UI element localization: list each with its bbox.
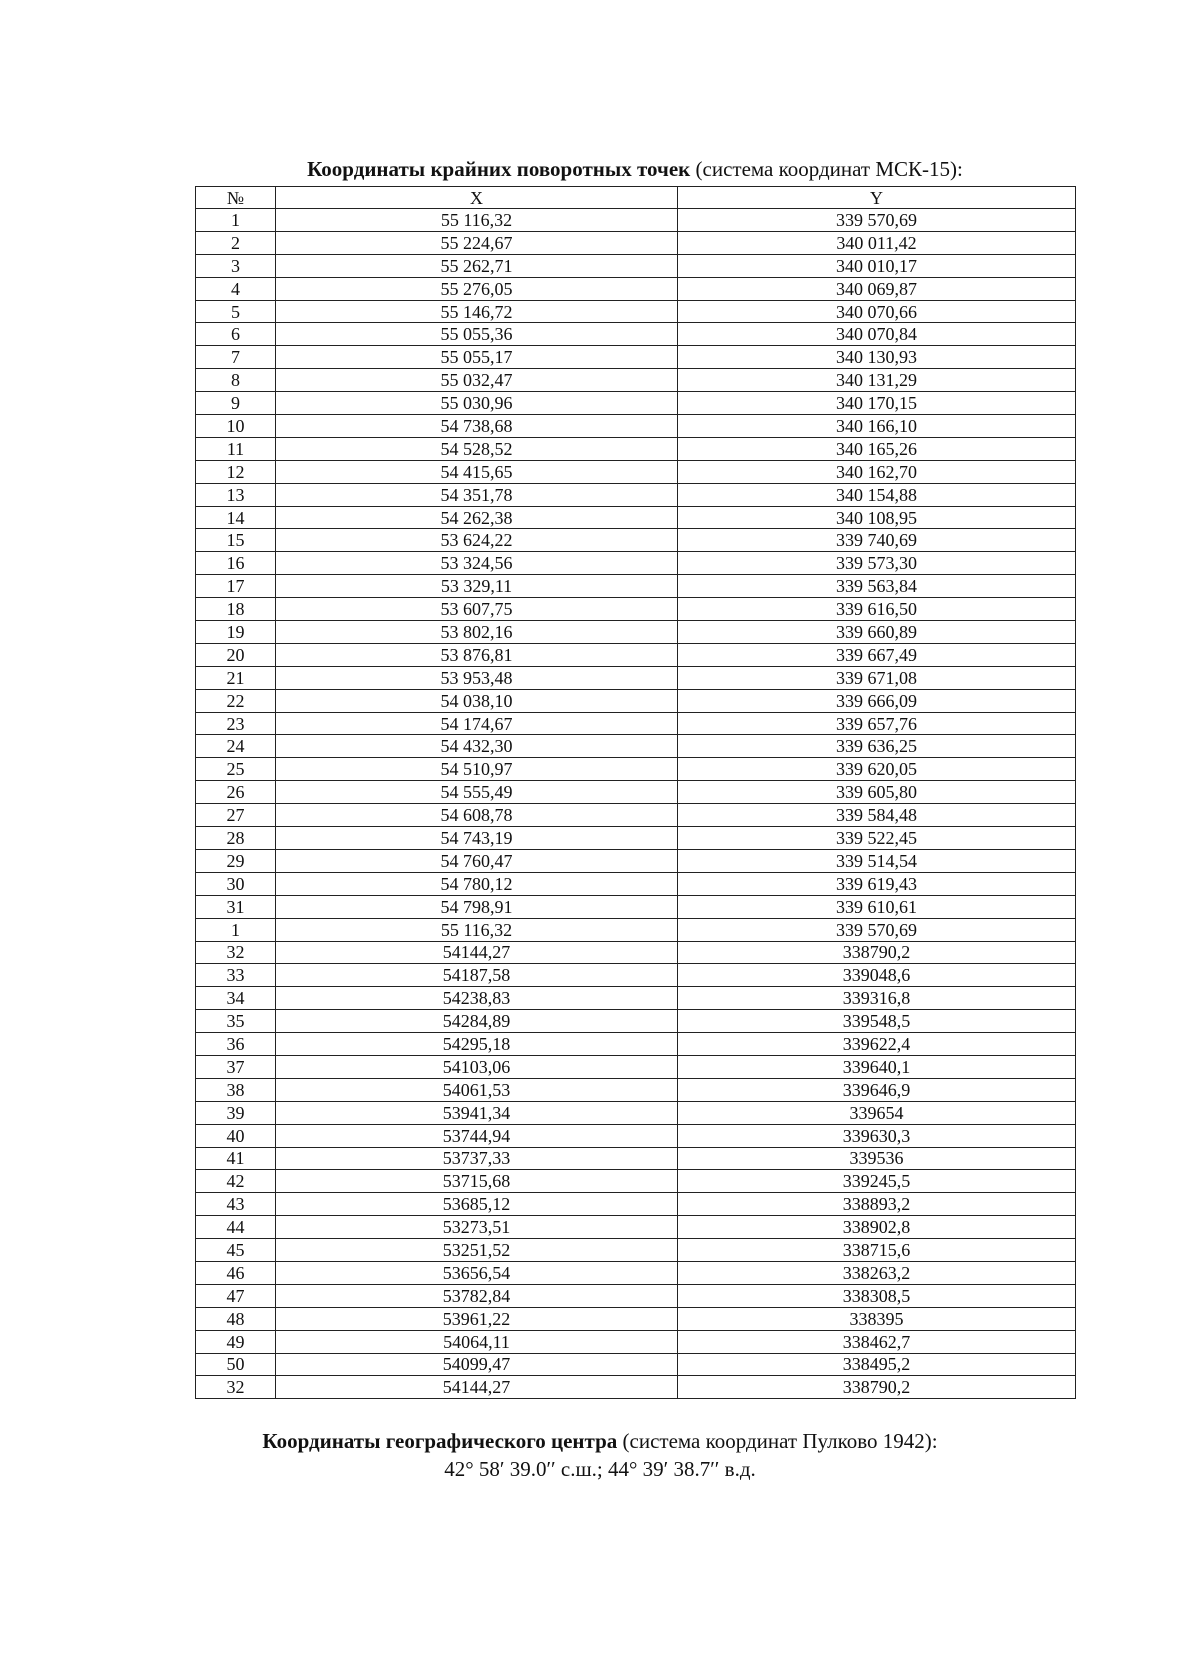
table-row (196, 506, 1076, 529)
point-number: 26 (196, 781, 276, 804)
table-row (196, 689, 1076, 712)
point-number: 4 (196, 277, 276, 300)
point-number: 46 (196, 1261, 276, 1284)
x-value: 53 329,11 (276, 575, 678, 598)
x-value: 54 038,10 (276, 689, 678, 712)
point-number: 44 (196, 1216, 276, 1239)
x-value: 55 276,05 (276, 277, 678, 300)
y-value: 338902,8 (678, 1216, 1076, 1239)
point-number: 39 (196, 1101, 276, 1124)
geo-center-title (120, 1428, 1080, 1454)
table-row (196, 643, 1076, 666)
y-value: 339048,6 (678, 964, 1076, 987)
y-value: 339 570,69 (678, 209, 1076, 232)
y-value: 340 154,88 (678, 483, 1076, 506)
table-row (196, 231, 1076, 254)
y-value: 340 108,95 (678, 506, 1076, 529)
geo-center-title-bold: Координаты географического центра (262, 1429, 618, 1453)
y-value: 338308,5 (678, 1284, 1076, 1307)
x-value: 53737,33 (276, 1147, 678, 1170)
point-number: 31 (196, 895, 276, 918)
point-number: 17 (196, 575, 276, 598)
table-row (196, 827, 1076, 850)
y-value: 339622,4 (678, 1033, 1076, 1056)
point-number: 13 (196, 483, 276, 506)
point-number: 1 (196, 209, 276, 232)
x-value: 53 324,56 (276, 552, 678, 575)
y-value: 339 636,25 (678, 735, 1076, 758)
y-value: 339548,5 (678, 1010, 1076, 1033)
x-value: 53251,52 (276, 1239, 678, 1262)
x-value: 54 432,30 (276, 735, 678, 758)
point-number: 32 (196, 941, 276, 964)
y-value: 340 010,17 (678, 254, 1076, 277)
x-value: 54 743,19 (276, 827, 678, 850)
y-value: 340 011,42 (678, 231, 1076, 254)
table-title-rest: (система координат МСК-15): (690, 157, 963, 181)
x-value: 55 032,47 (276, 369, 678, 392)
point-number: 29 (196, 849, 276, 872)
point-number: 40 (196, 1124, 276, 1147)
x-value: 54 262,38 (276, 506, 678, 529)
table-row (196, 277, 1076, 300)
point-number: 34 (196, 987, 276, 1010)
x-value: 54 528,52 (276, 437, 678, 460)
x-value: 54 760,47 (276, 849, 678, 872)
point-number: 22 (196, 689, 276, 712)
y-value: 339 610,61 (678, 895, 1076, 918)
table-row (196, 1376, 1076, 1399)
point-number: 47 (196, 1284, 276, 1307)
y-value: 339 666,09 (678, 689, 1076, 712)
point-number: 50 (196, 1353, 276, 1376)
y-value: 339316,8 (678, 987, 1076, 1010)
point-number: 7 (196, 346, 276, 369)
x-value: 54 608,78 (276, 804, 678, 827)
y-value: 338790,2 (678, 941, 1076, 964)
x-value: 54 415,65 (276, 460, 678, 483)
y-value: 340 165,26 (678, 437, 1076, 460)
table-row (196, 1330, 1076, 1353)
y-value: 338790,2 (678, 1376, 1076, 1399)
y-value: 340 070,84 (678, 323, 1076, 346)
x-value: 53961,22 (276, 1307, 678, 1330)
y-value: 340 070,66 (678, 300, 1076, 323)
geo-center-title-rest: (система координат Пулково 1942): (617, 1429, 938, 1453)
table-row (196, 621, 1076, 644)
point-number: 12 (196, 460, 276, 483)
point-number: 48 (196, 1307, 276, 1330)
point-number: 20 (196, 643, 276, 666)
y-value: 338495,2 (678, 1353, 1076, 1376)
point-number: 11 (196, 437, 276, 460)
point-number: 41 (196, 1147, 276, 1170)
table-row (196, 1055, 1076, 1078)
y-value: 339 667,49 (678, 643, 1076, 666)
y-value: 340 162,70 (678, 460, 1076, 483)
x-value: 53 953,48 (276, 666, 678, 689)
x-value: 53744,94 (276, 1124, 678, 1147)
y-value: 338263,2 (678, 1261, 1076, 1284)
x-value: 54187,58 (276, 964, 678, 987)
table-row (196, 209, 1076, 232)
table-row (196, 552, 1076, 575)
y-value: 338715,6 (678, 1239, 1076, 1262)
x-value: 54284,89 (276, 1010, 678, 1033)
x-value: 53656,54 (276, 1261, 678, 1284)
x-value: 53 802,16 (276, 621, 678, 644)
x-value: 55 055,36 (276, 323, 678, 346)
point-number: 38 (196, 1078, 276, 1101)
point-number: 35 (196, 1010, 276, 1033)
table-row (196, 1147, 1076, 1170)
y-value: 339640,1 (678, 1055, 1076, 1078)
point-number: 5 (196, 300, 276, 323)
table-row (196, 941, 1076, 964)
table-row (196, 369, 1076, 392)
y-value: 338462,7 (678, 1330, 1076, 1353)
point-number: 30 (196, 872, 276, 895)
table-row (196, 1124, 1076, 1147)
table-row (196, 300, 1076, 323)
geo-center-value: 42° 58′ 39.0′′ с.ш.; 44° 39′ 38.7′′ в.д. (444, 1457, 756, 1481)
table-row (196, 964, 1076, 987)
table-row (196, 437, 1076, 460)
table-row (196, 918, 1076, 941)
table-row (196, 987, 1076, 1010)
y-value: 339 573,30 (678, 552, 1076, 575)
point-number: 33 (196, 964, 276, 987)
y-value: 338893,2 (678, 1193, 1076, 1216)
x-value: 54064,11 (276, 1330, 678, 1353)
x-value: 55 030,96 (276, 392, 678, 415)
point-number: 16 (196, 552, 276, 575)
table-row (196, 1033, 1076, 1056)
y-value: 339646,9 (678, 1078, 1076, 1101)
table-row (196, 1216, 1076, 1239)
table-row (196, 1353, 1076, 1376)
point-number: 28 (196, 827, 276, 850)
x-value: 54103,06 (276, 1055, 678, 1078)
y-value: 340 130,93 (678, 346, 1076, 369)
y-value: 339 605,80 (678, 781, 1076, 804)
x-value: 55 262,71 (276, 254, 678, 277)
y-value: 339654 (678, 1101, 1076, 1124)
table-row (196, 895, 1076, 918)
x-value: 53685,12 (276, 1193, 678, 1216)
table-header-row (196, 187, 1076, 209)
table-row (196, 1101, 1076, 1124)
point-number: 36 (196, 1033, 276, 1056)
point-number: 23 (196, 712, 276, 735)
point-number: 45 (196, 1239, 276, 1262)
table-row (196, 415, 1076, 438)
y-value: 338395 (678, 1307, 1076, 1330)
x-value: 53715,68 (276, 1170, 678, 1193)
point-number: 2 (196, 231, 276, 254)
table-row (196, 598, 1076, 621)
y-value: 340 166,10 (678, 415, 1076, 438)
x-value: 54061,53 (276, 1078, 678, 1101)
table-row (196, 392, 1076, 415)
point-number: 18 (196, 598, 276, 621)
y-value: 340 131,29 (678, 369, 1076, 392)
table-title-bold: Координаты крайних поворотных точек (307, 157, 691, 181)
table-row (196, 1307, 1076, 1330)
table-row (196, 483, 1076, 506)
table-row (196, 460, 1076, 483)
table-row (196, 346, 1076, 369)
table-row (196, 1170, 1076, 1193)
point-number: 21 (196, 666, 276, 689)
x-value: 55 224,67 (276, 231, 678, 254)
x-value: 53782,84 (276, 1284, 678, 1307)
x-value: 54 780,12 (276, 872, 678, 895)
table-row (196, 1261, 1076, 1284)
x-value: 54 555,49 (276, 781, 678, 804)
x-value: 54144,27 (276, 1376, 678, 1399)
table-row (196, 575, 1076, 598)
point-number: 14 (196, 506, 276, 529)
point-number: 9 (196, 392, 276, 415)
y-value: 339 671,08 (678, 666, 1076, 689)
x-value: 54099,47 (276, 1353, 678, 1376)
y-value: 339 660,89 (678, 621, 1076, 644)
y-value: 339536 (678, 1147, 1076, 1170)
y-value: 339630,3 (678, 1124, 1076, 1147)
table-row (196, 781, 1076, 804)
x-value: 53273,51 (276, 1216, 678, 1239)
table-body (196, 209, 1076, 1399)
table-row (196, 323, 1076, 346)
y-value: 339 740,69 (678, 529, 1076, 552)
y-value: 340 069,87 (678, 277, 1076, 300)
table-row (196, 872, 1076, 895)
point-number: 42 (196, 1170, 276, 1193)
header-y: Y (678, 187, 1076, 209)
y-value: 339 619,43 (678, 872, 1076, 895)
table-row (196, 735, 1076, 758)
coordinates-table (195, 186, 1076, 1399)
point-number: 3 (196, 254, 276, 277)
table-row (196, 1078, 1076, 1101)
x-value: 53 607,75 (276, 598, 678, 621)
point-number: 1 (196, 918, 276, 941)
x-value: 54 798,91 (276, 895, 678, 918)
table-row (196, 804, 1076, 827)
table-row (196, 758, 1076, 781)
x-value: 53941,34 (276, 1101, 678, 1124)
table-row (196, 1010, 1076, 1033)
x-value: 55 116,32 (276, 918, 678, 941)
x-value: 54295,18 (276, 1033, 678, 1056)
point-number: 32 (196, 1376, 276, 1399)
point-number: 27 (196, 804, 276, 827)
x-value: 55 055,17 (276, 346, 678, 369)
point-number: 49 (196, 1330, 276, 1353)
table-row (196, 529, 1076, 552)
x-value: 53 876,81 (276, 643, 678, 666)
x-value: 54 738,68 (276, 415, 678, 438)
table-row (196, 1193, 1076, 1216)
y-value: 339 620,05 (678, 758, 1076, 781)
x-value: 55 116,32 (276, 209, 678, 232)
x-value: 55 146,72 (276, 300, 678, 323)
point-number: 8 (196, 369, 276, 392)
point-number: 10 (196, 415, 276, 438)
y-value: 339 514,54 (678, 849, 1076, 872)
y-value: 340 170,15 (678, 392, 1076, 415)
point-number: 24 (196, 735, 276, 758)
table-title (195, 156, 1075, 182)
point-number: 43 (196, 1193, 276, 1216)
y-value: 339 570,69 (678, 918, 1076, 941)
table-row (196, 1284, 1076, 1307)
y-value: 339245,5 (678, 1170, 1076, 1193)
table-row (196, 849, 1076, 872)
y-value: 339 563,84 (678, 575, 1076, 598)
x-value: 54 351,78 (276, 483, 678, 506)
table-row (196, 712, 1076, 735)
x-value: 54 510,97 (276, 758, 678, 781)
x-value: 54 174,67 (276, 712, 678, 735)
point-number: 15 (196, 529, 276, 552)
x-value: 54238,83 (276, 987, 678, 1010)
y-value: 339 657,76 (678, 712, 1076, 735)
table-row (196, 1239, 1076, 1262)
x-value: 54144,27 (276, 941, 678, 964)
point-number: 37 (196, 1055, 276, 1078)
point-number: 19 (196, 621, 276, 644)
table-row (196, 254, 1076, 277)
y-value: 339 616,50 (678, 598, 1076, 621)
table-row (196, 666, 1076, 689)
header-x: X (276, 187, 678, 209)
x-value: 53 624,22 (276, 529, 678, 552)
point-number: 6 (196, 323, 276, 346)
point-number: 25 (196, 758, 276, 781)
y-value: 339 522,45 (678, 827, 1076, 850)
header-number: № (196, 187, 276, 209)
y-value: 339 584,48 (678, 804, 1076, 827)
